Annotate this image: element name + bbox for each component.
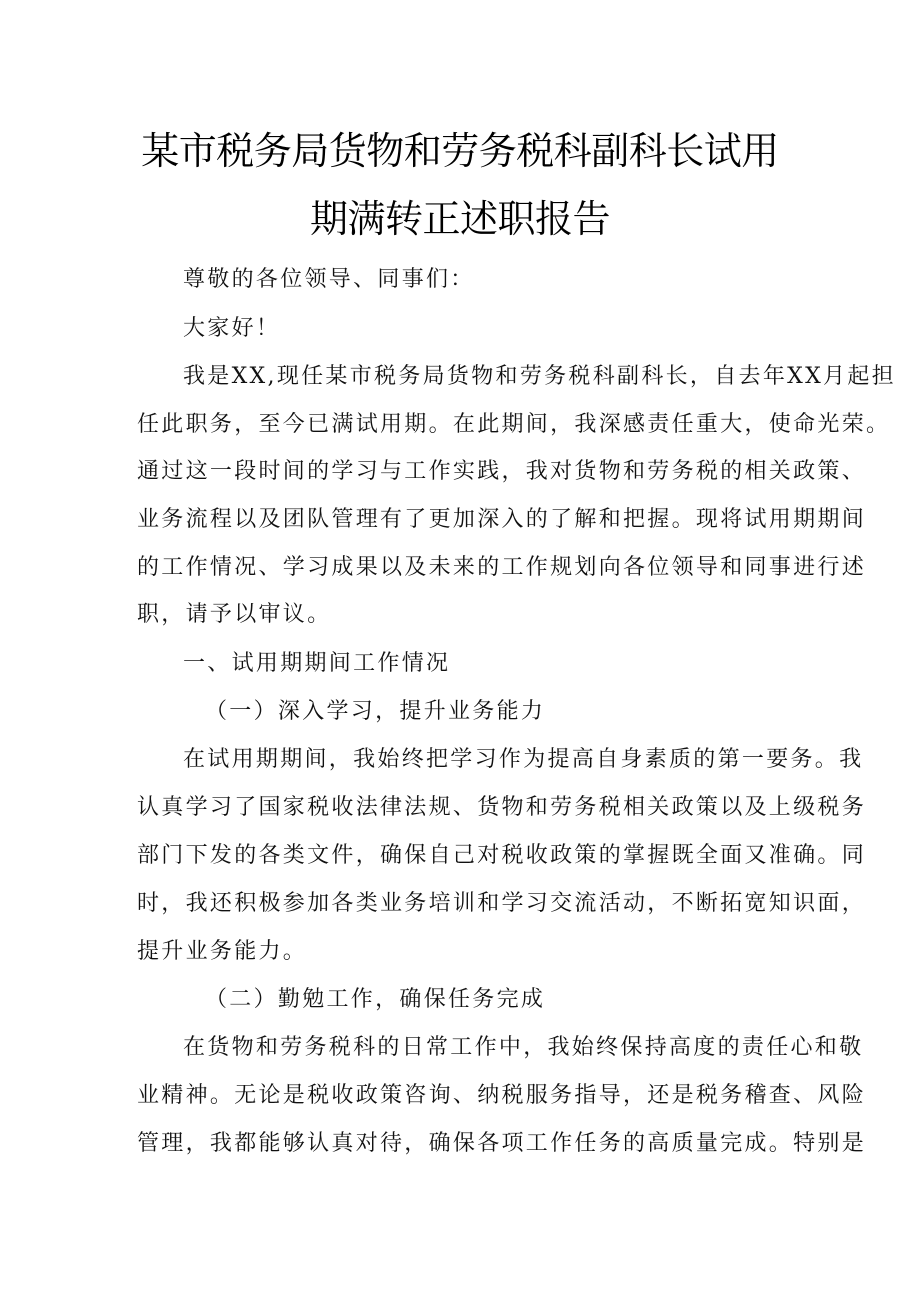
paragraph-line: 在试用期期间，我始终把学习作为提高自身素质的第一要务。我 xyxy=(183,747,864,772)
paragraph-line: 在货物和劳务税科的日常工作中，我始终保持高度的责任心和敬 xyxy=(183,1035,864,1060)
paragraph-line: 任此职务，至今已满试用期。在此期间，我深感责任重大，使命光荣。 xyxy=(137,412,891,437)
paragraph-line: 通过这一段时间的学习与工作实践，我对货物和劳务税的相关政策、 xyxy=(137,459,867,484)
subsection-heading: （二）勤勉工作，确保任务完成 xyxy=(205,987,546,1012)
paragraph-line: 职，请予以审议。 xyxy=(137,602,332,627)
paragraph-line: 认真学习了国家税收法律法规、货物和劳务税相关政策以及上级税务 xyxy=(137,795,867,820)
subsection-heading: （一）深入学习，提升业务能力 xyxy=(205,699,546,724)
paragraph-line: 的工作情况、学习成果以及未来的工作规划向各位领导和同事进行述 xyxy=(137,555,867,580)
paragraph-line: 部门下发的各类文件，确保自己对税收政策的掌握既全面又准确。同 xyxy=(137,843,867,868)
section-heading: 一、试用期期间工作情况 xyxy=(183,651,451,676)
paragraph-line: 时，我还积极参加各类业务培训和学习交流活动，不断拓宽知识面， xyxy=(137,891,867,916)
paragraph-line: 我是XX,现任某市税务局货物和劳务税科副科长，自去年XX月起担 xyxy=(183,364,896,389)
paragraph-line: 提升业务能力。 xyxy=(137,939,308,964)
document-title-line-1: 某市税务局货物和劳务税科副科长试用 xyxy=(141,129,779,173)
paragraph-line: 管理，我都能够认真对待，确保各项工作任务的高质量完成。特别是 xyxy=(137,1131,867,1156)
paragraph-line: 业精神。无论是税收政策咨询、纳税服务指导，还是税务稽查、风险 xyxy=(137,1083,867,1108)
document-title-line-2: 期满转正述职报告 xyxy=(309,197,610,241)
salutation: 尊敬的各位领导、同事们： xyxy=(183,267,475,292)
paragraph-line: 业务流程以及团队管理有了更加深入的了解和把握。现将试用期期间 xyxy=(137,507,867,532)
greeting: 大家好！ xyxy=(183,316,281,341)
